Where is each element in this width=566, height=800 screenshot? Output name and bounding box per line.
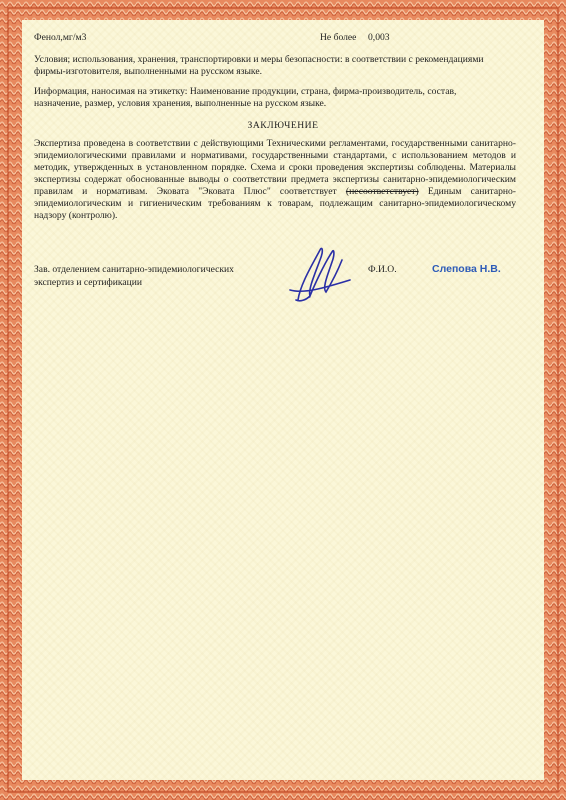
position-line-2: экспертиз и сертификации xyxy=(34,277,143,288)
phenol-label: Фенол,мг/м3 xyxy=(34,32,87,43)
position-line-1: Зав. отделением санитарно-эпидемиологических xyxy=(34,264,234,275)
fio-name-stamp: Слепова Н.В. xyxy=(432,263,501,275)
conclusion-struck-text: (несоответствует) xyxy=(345,186,419,197)
conclusion-text-before: Экспертиза проведена в соответствии с действующими Техническими регламентами, государственными санитарно-эпидемиологическими правилами и нормативами, государственными стандартами, с использованием методов и методик, утвержденных в установленном порядке. Схема и сроки проведения экспертизы соблюдены. Материалы экспертизы содержат обоснованные выводы о соответствии предмета экспертизы санитарно-эпидемиологическим правилам и нормативам. Эковата "Эковата Плюс" соответствует xyxy=(34,138,516,197)
phenol-limit-value: 0,003 xyxy=(368,32,390,43)
label-info-text: Информация, наносимая на этикетку: Наименование продукции, страна, фирма-производитель, состав, назначение, размер, условия хранения, выполненные на русском языке. xyxy=(34,86,457,109)
document-body xyxy=(22,20,544,780)
phenol-limit-label: Не более xyxy=(320,32,357,43)
conclusion-paragraph xyxy=(34,138,516,222)
conclusion-heading: ЗАКЛЮЧЕНИЕ xyxy=(247,120,319,131)
conclusion-text-after: Единым санитарно-эпидемиологическим и гигиеническим требованиям к товарам, подлежащим санитарно-эпидемиологическому надзору (контролю). xyxy=(34,186,516,221)
fio-label: Ф.И.О. xyxy=(368,264,397,275)
conditions-text: Условия; использования, хранения, транспортировки и меры безопасности: в соответствии с рекомендациями фирмы-изготовителя, выполненными на русском языке. xyxy=(34,54,484,77)
handwritten-signature xyxy=(280,230,360,310)
